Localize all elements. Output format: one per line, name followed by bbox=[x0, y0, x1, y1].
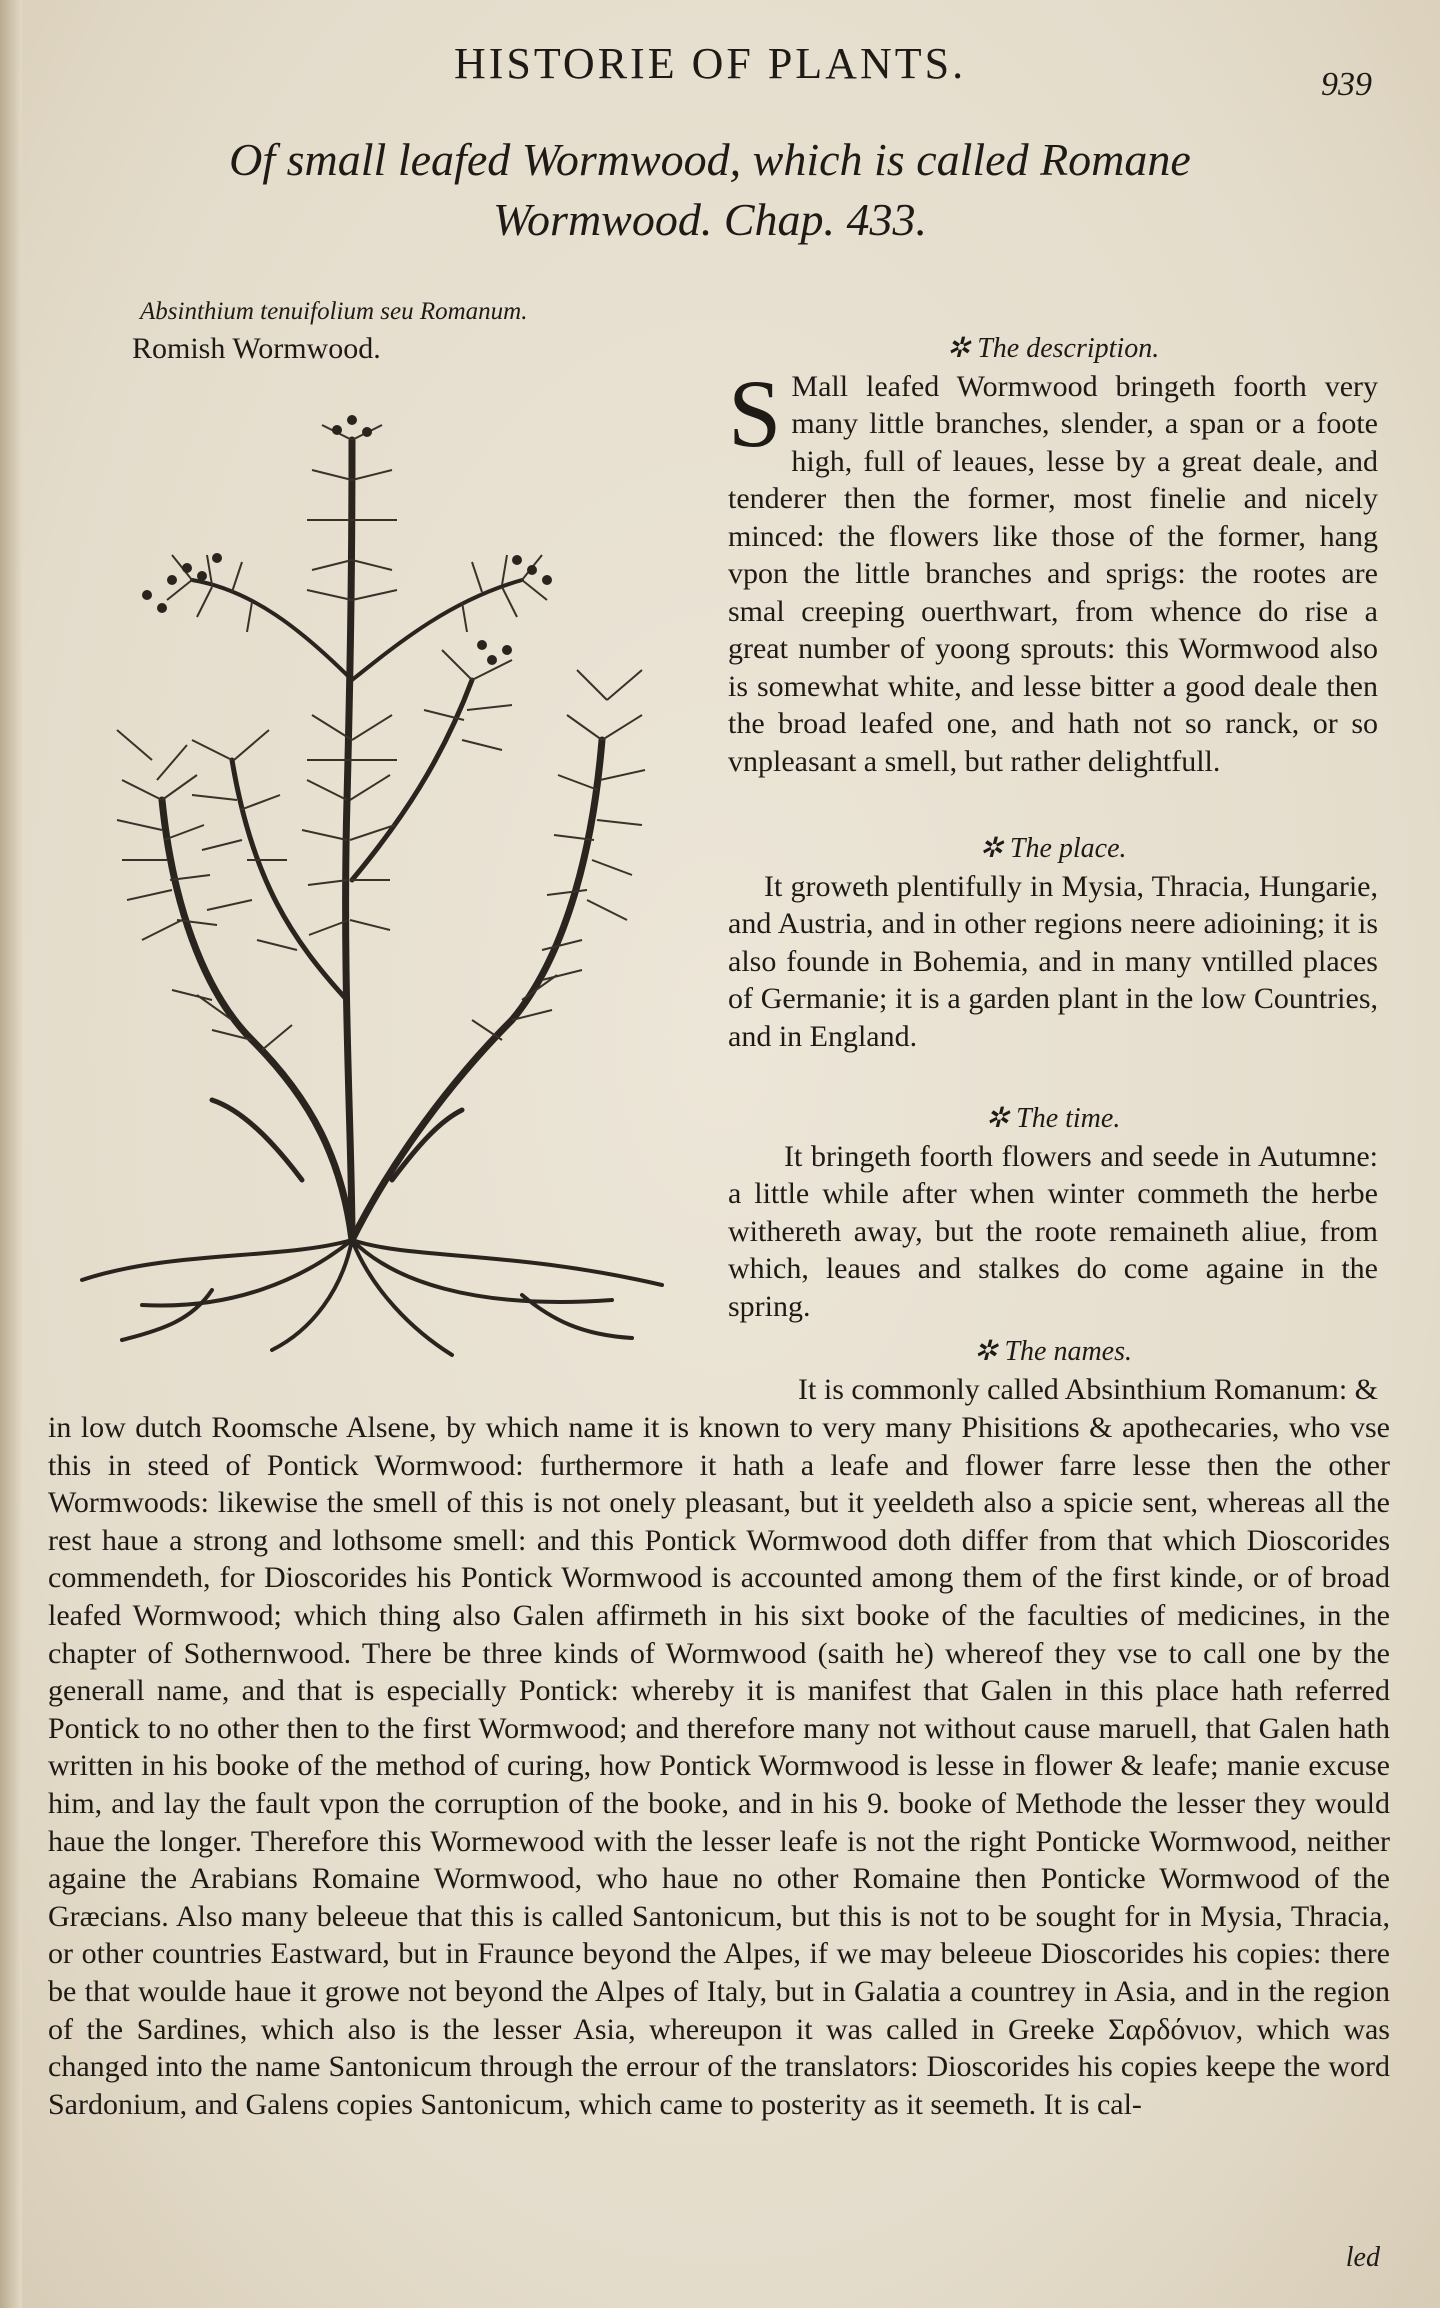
plant-drawing bbox=[52, 380, 682, 1380]
page-gutter bbox=[0, 0, 22, 2308]
description-text: Mall leafed Wormwood bringeth foorth very many little branches, slender, a span or a foote high, full of leaues, lesse by a great deale, and tenderer then the former, most finelie and nicely minced: the flowers like those of the former, hang vpon the little branches and sprigs: the rootes are smal creeping ouerthwart, from whence do rise a great number of yoong sprouts: this Wormwood also is somewhat white, and lesse bitter a good deale then the broad leafed one, and hath not so ranck, or so vnpleasant a smell, but rather delightfull. bbox=[728, 369, 1378, 778]
chapter-title-line-2: Wormwood. Chap. 433. bbox=[492, 194, 928, 245]
description-heading: ✲ The description. bbox=[946, 333, 1160, 364]
place-section bbox=[728, 830, 1378, 1055]
chapter-title-line-1: Of small leafed Wormwood, which is called Romane bbox=[229, 134, 1191, 185]
description-section bbox=[728, 330, 1378, 780]
catchword: led bbox=[1345, 2242, 1380, 2273]
description-paragraph bbox=[728, 359, 1378, 781]
names-heading: ✲ The names. bbox=[973, 1336, 1132, 1367]
names-text: in low dutch Roomsche Alsene, by which name it is known to very many Phisitions & apothecaries, who vse this in steed of Pontick Wormwood: furthermore it hath a leafe and flower farre lesse then the other Wormwoods: likewise the smell of this is not onely pleasant, but it yeeldeth also a spicie sent, whereas all the rest haue a strong and lothsome smell: and this Pontick Wormwood doth differ from that which Dioscorides commendeth, for Dioscorides his Pontick Wormwood is accounted among them of the first kinde, or of broad leafed Wormwood; which thing also Galen affirmeth in his sixt booke of the faculties of medicines, in the chapter of Sothernwood. There be three kinds of Wormwood (saith he) whereof they vse to call one by the generall name, and that is especially Pontick: whereby it is manifest that Galen in this place hath referred Pontick to no other then to the first Wormwood; and therefore many not without cause maruell, that Galen hath written in his booke of the method of curing, how Pontick Wormwood is lesse in flower & leafe; manie excuse him, and lay the fault vpon the corruption of the booke, and in his 9. booke of Methode the lesser they would haue the longer. Therefore this Wormewood with the lesser leafe is not the right Ponticke Wormwood, neither againe the Arabians Romaine Wormwood, who haue no other Romaine then Ponticke Wormwood of the Græcians. Also many beleeue that this is called Santonicum, but this is not to be sought for in Mysia, Thracia, or other countries Eastward, but in Fraunce beyond the Alpes, if we may beleeue Dioscorides his copies: there be that woulde haue it growe not beyond the Alpes of Italy, but in Galatia a countrey in Asia, and in the region of the Sardines, which also is the lesser Asia, whereupon it was called in Greeke Σαρδόνιον, which was changed into the name Santonicum through the errour of the translators: Dioscorides his copies keepe the word Sardonium, and Galens copies Santonicum, which came to posterity as it seemeth. It is cal- bbox=[48, 1411, 1390, 2121]
running-head: HISTORIE OF PLANTS. bbox=[453, 39, 967, 88]
page-number: 939 bbox=[1321, 66, 1372, 103]
place-heading: ✲ The place. bbox=[979, 833, 1127, 864]
wormwood-woodcut-illustration bbox=[52, 380, 682, 1380]
figure-latin-caption: Absinthium tenuifolium seu Romanum. bbox=[140, 298, 528, 325]
time-section bbox=[728, 1100, 1378, 1325]
drop-cap: S bbox=[728, 359, 782, 467]
names-section bbox=[48, 1409, 1390, 2123]
time-heading: ✲ The time. bbox=[985, 1103, 1121, 1134]
place-text: It groweth plentifully in Mysia, Thracia, Hungarie, and Austria, and in other regions neere adioining; it is also founde in Bohemia, and in many vntilled places of Germanie; it is a garden plant in the low Countries, and in England. bbox=[728, 869, 1378, 1053]
names-heading-block bbox=[728, 1333, 1378, 1408]
figure-english-caption: Romish Wormwood. bbox=[132, 332, 381, 365]
names-first-line: It is commonly called Absinthium Romanum: & bbox=[798, 1372, 1378, 1406]
time-text: It bringeth foorth flowers and seede in Autumne: a little while after when winter commeth the herbe withereth away, but the roote remaineth aliue, from which, leaues and stalkes do come againe in the spring. bbox=[728, 1139, 1378, 1323]
chapter-title bbox=[200, 130, 1220, 250]
